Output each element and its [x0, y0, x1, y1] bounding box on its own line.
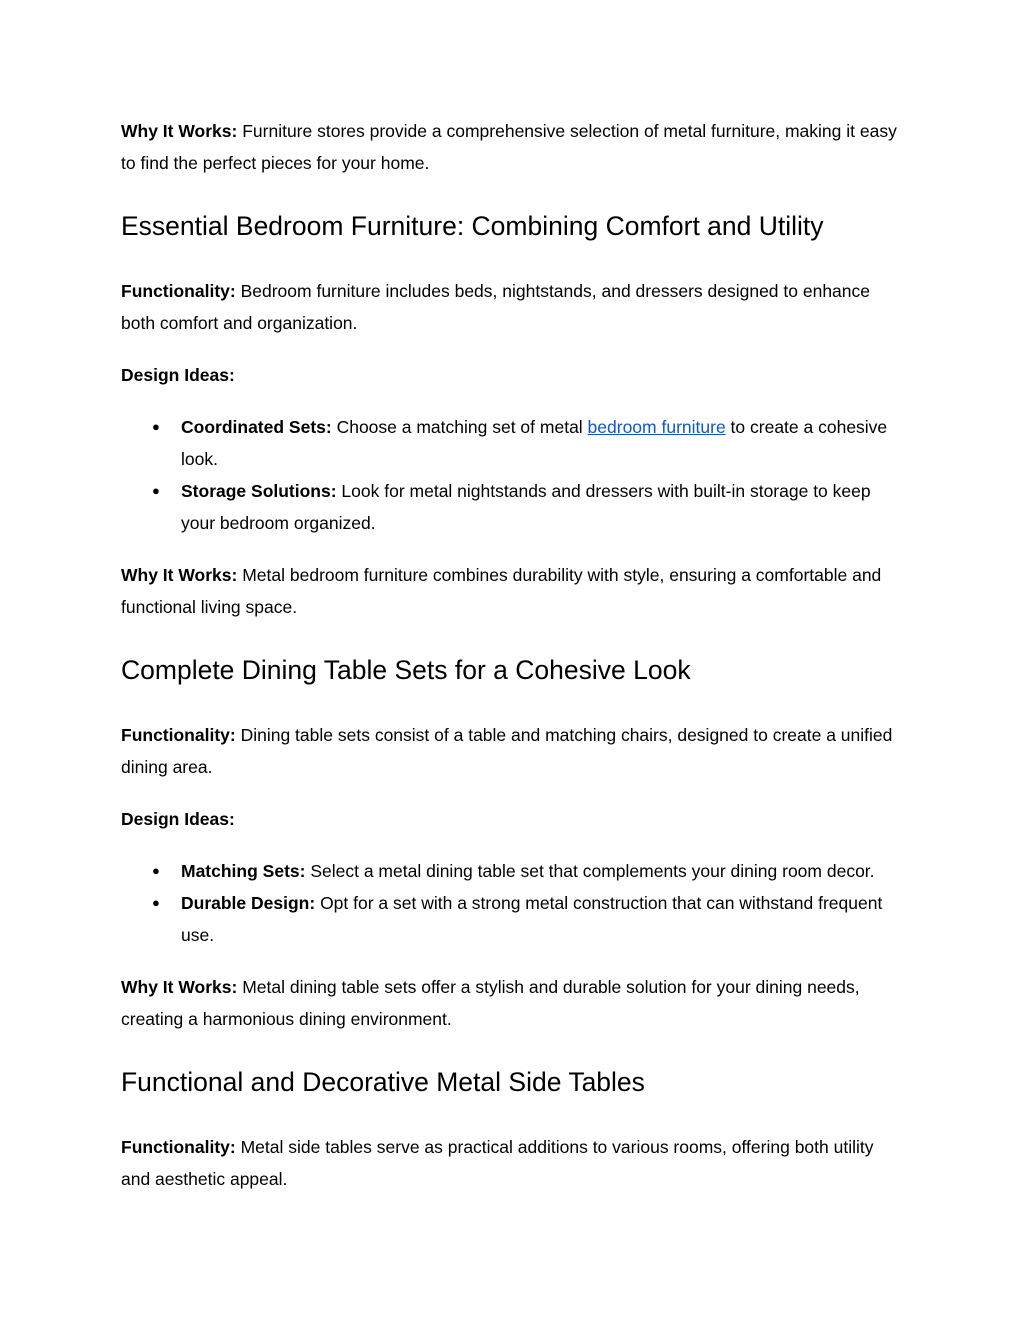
- side-tables-functionality-text: Metal side tables serve as practical additions to various rooms, offering both utility and aesthetic appeal.: [121, 1137, 874, 1189]
- bullet-icon: ●: [152, 863, 160, 878]
- list-item-label: Durable Design:: [181, 893, 316, 913]
- list-item-text: Choose a matching set of metal: [331, 417, 588, 437]
- list-item-text-after: to create a cohesive look.: [181, 417, 888, 469]
- bedroom-design-ideas-label: [121, 359, 901, 391]
- side-tables-functionality-paragraph: [121, 1131, 901, 1195]
- intro-why-text: Furniture stores provide a comprehensive selection of metal furniture, making it easy to find the perfect pieces for your home.: [121, 121, 897, 173]
- list-item: [121, 887, 901, 951]
- dining-why-it-works-paragraph: [121, 971, 901, 1035]
- bedroom-functionality-label: Functionality:: [121, 281, 236, 301]
- bedroom-why-text: Metal bedroom furniture combines durability with style, ensuring a comfortable and functional living space.: [121, 565, 882, 617]
- bullet-icon: ●: [152, 895, 160, 910]
- list-item-text: Opt for a set with a strong metal construction that can withstand frequent use.: [181, 893, 883, 945]
- bullet-icon: ●: [152, 419, 160, 434]
- bedroom-why-it-works-paragraph: [121, 559, 901, 623]
- intro-why-it-works-paragraph: [121, 115, 901, 179]
- list-item-text: Select a metal dining table set that complements your dining room decor.: [305, 861, 875, 881]
- dining-functionality-text: Dining table sets consist of a table and matching chairs, designed to create a unified dining area.: [121, 725, 893, 777]
- bedroom-design-ideas-text: Design Ideas:: [121, 365, 235, 385]
- dining-functionality-paragraph: [121, 719, 901, 783]
- list-item: [121, 411, 901, 475]
- dining-design-ideas-text: Design Ideas:: [121, 809, 235, 829]
- dining-design-list: [121, 855, 901, 951]
- bedroom-heading: Essential Bedroom Furniture: Combining Comfort and Utility: [121, 211, 824, 241]
- list-item-text: Look for metal nightstands and dressers with built-in storage to keep your bedroom organized.: [181, 481, 871, 533]
- dining-functionality-label: Functionality:: [121, 725, 236, 745]
- list-item-label: Coordinated Sets:: [181, 417, 332, 437]
- dining-why-text: Metal dining table sets offer a stylish and durable solution for your dining needs, creating a harmonious dining environment.: [121, 977, 860, 1029]
- bullet-icon: ●: [152, 483, 160, 498]
- bedroom-design-list: [121, 411, 901, 539]
- dining-design-ideas-label: [121, 803, 901, 835]
- intro-why-label: Why It Works:: [121, 121, 238, 141]
- bedroom-furniture-link[interactable]: bedroom furniture: [587, 417, 726, 437]
- list-item-label: Storage Solutions:: [181, 481, 337, 501]
- list-item: [121, 475, 901, 539]
- document-page: [121, 115, 901, 1195]
- dining-heading: Complete Dining Table Sets for a Cohesive Look: [121, 655, 691, 685]
- side-tables-functionality-label: Functionality:: [121, 1137, 236, 1157]
- list-item-label: Matching Sets:: [181, 861, 306, 881]
- bedroom-functionality-paragraph: [121, 275, 901, 339]
- dining-why-label: Why It Works:: [121, 977, 238, 997]
- bedroom-functionality-text: Bedroom furniture includes beds, nightstands, and dressers designed to enhance both comfort and organization.: [121, 281, 871, 333]
- bedroom-why-label: Why It Works:: [121, 565, 238, 585]
- list-item: [121, 855, 901, 887]
- side-tables-heading: Functional and Decorative Metal Side Tables: [121, 1067, 645, 1097]
